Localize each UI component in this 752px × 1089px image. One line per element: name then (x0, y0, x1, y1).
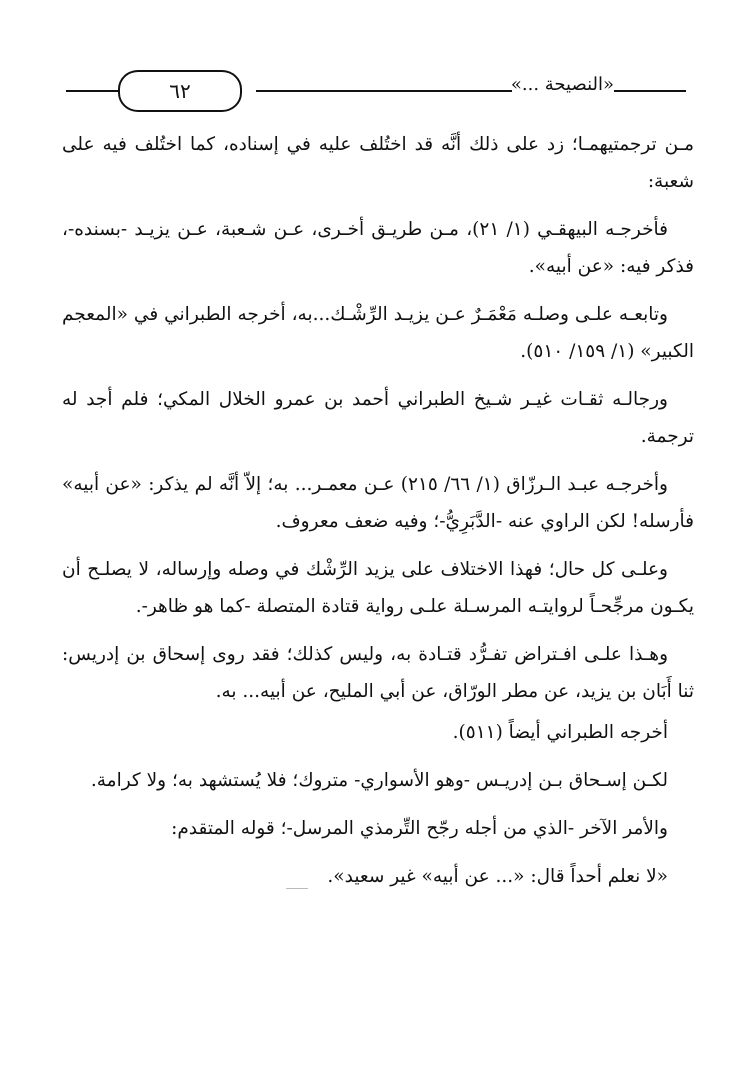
paragraph: وأخرجـه عبـد الـرزّاق (١/ ٦٦/ ٢١٥) عـن معمـر... به؛ إلاّ أنَّه لم يذكر: «عن أبيه» فأرسله! لكن الراوي عنه -الدَّبَرِيُّ-؛ وفيه ضعف معروف. (62, 474, 694, 532)
paragraph: وعلـى كل حال؛ فهذا الاختلاف على يزيد الرِّشْك في وصله وإرساله، لا يصلـح أن يكـون مرجِّحـاً لروايتـه المرسـلة علـى رواية قتادة المتصلة -كما هو ظاهر-. (62, 559, 694, 617)
paragraph: وتابعـه علـى وصلـه مَعْمَـرٌ عـن يزيـد الرِّشْـك...به، أخرجه الطبراني في «المعجم الكبير» (١/ ١٥٩/ ٥١٠). (62, 304, 694, 362)
page-header (66, 68, 686, 112)
page-body (62, 126, 694, 906)
header-rule-right (614, 90, 686, 92)
paragraph: فأخرجـه البيهقـي (١/ ٢١)، مـن طريـق أخـرى، عـن شـعبة، عـن يزيـد -بسنده-، فذكر فيه: «عن أبيه». (62, 219, 694, 277)
paragraph: وهـذا علـى افـتراض تفـرُّد قتـادة به، وليس كذلك؛ فقد روى إسحاق بن إدريس: ثنا أَبَان بن يزيد، عن مطر الورّاق، عن أبي المليح، عن أبيه... به. (62, 644, 694, 702)
paragraph: ورجالـه ثقـات غيـر شـيخ الطبراني أحمد بن عمرو الخلال المكي؛ فلم أجد له ترجمة. (62, 389, 694, 447)
page-number: ٦٢ (118, 70, 242, 112)
header-rule-middle (256, 90, 512, 92)
paragraph: «لا نعلم أحداً قال: «... عن أبيه» غير سعيد». (327, 866, 668, 887)
running-title: «النصيحة ...» (510, 74, 614, 95)
scan-mark (286, 888, 308, 889)
header-rule-left (66, 90, 118, 92)
paragraph: لكـن إسـحاق بـن إدريـس -وهو الأسواري- متروك؛ فلا يُستشهد به؛ ولا كرامة. (90, 770, 668, 791)
paragraph: مـن ترجمتيهمـا؛ زد على ذلك أنَّه قد اختُلف عليه في إسناده، كما اختُلف فيه على شعبة: (62, 134, 694, 192)
paragraph: أخرجه الطبراني أيضاً (٥١١). (452, 722, 668, 743)
paragraph: والأمر الآخر -الذي من أجله رجّح التِّرمذي المرسل-؛ قوله المتقدم: (171, 818, 668, 839)
